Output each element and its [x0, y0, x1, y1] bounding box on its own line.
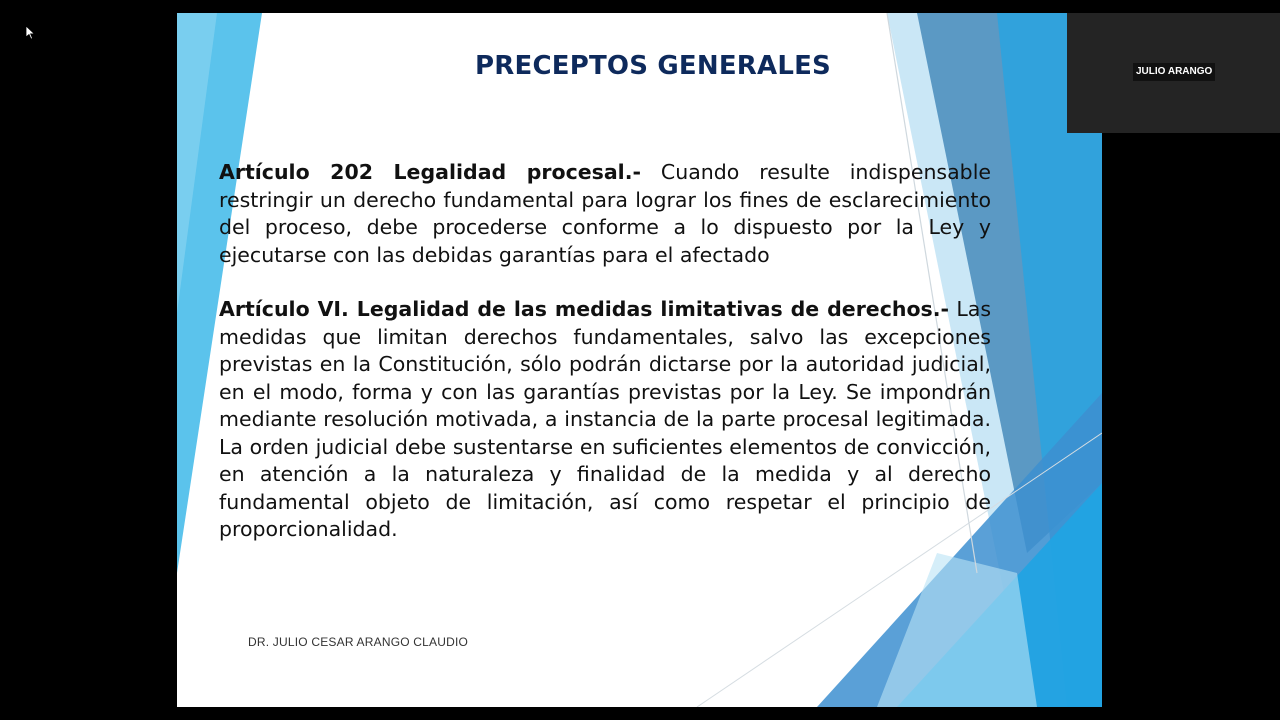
article-heading: Artículo 202 Legalidad procesal.- [219, 160, 642, 184]
article-heading: Artículo VI. Legalidad de las medidas limitativas de derechos.- [219, 297, 950, 321]
article-text: Cuando resulte indispensable restringir un derecho fundamental para lograr los fines de esclarecimiento del proceso, debe procederse conforme a lo dispuesto por la Ley y ejecutarse con las debidas garantías para el afectado [219, 160, 991, 267]
article-text: Las medidas que limitan derechos fundamentales, salvo las excepciones previstas en la Constitución, sólo podrán dictarse por la autoridad judicial, en el modo, forma y con las garantías previstas por la Ley. Se impondrán mediante resolución motivada, a instancia de la parte procesal legitimada. La orden judicial debe sustentarse en suficientes elementos de convicción, en atención a la naturaleza y finalidad de la medida y al derecho fundamental objeto de limitación, así como respetar el principio de proporcionalidad. [219, 297, 991, 541]
presentation-slide [177, 13, 1102, 707]
article-vi [219, 296, 991, 544]
slide-title: PRECEPTOS GENERALES [475, 51, 831, 81]
slide-body [219, 159, 991, 571]
mouse-pointer-icon [26, 26, 36, 40]
article-202 [219, 159, 991, 269]
slide-footer-author: DR. JULIO CESAR ARANGO CLAUDIO [248, 635, 469, 649]
participant-name-label: JULIO ARANGO [1133, 63, 1215, 81]
